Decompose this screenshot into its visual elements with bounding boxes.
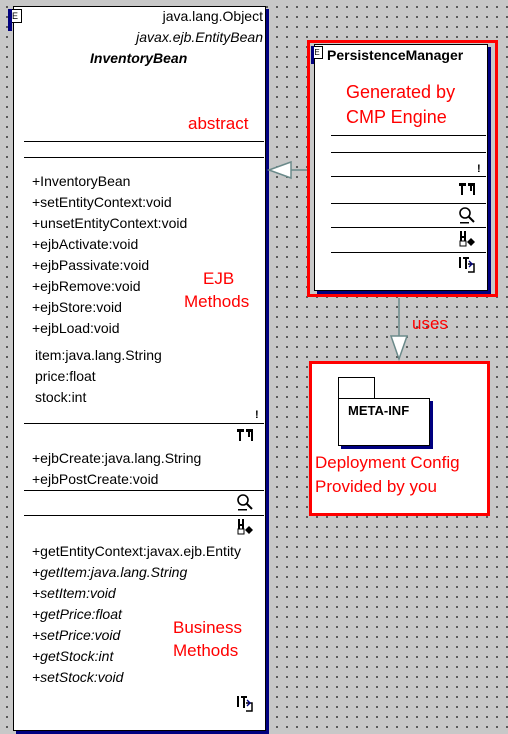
pm-divider-4 (331, 203, 486, 204)
field-list (35, 345, 162, 408)
persistence-manager-name: PersistenceManager (327, 47, 464, 63)
method-item[interactable]: +InventoryBean (32, 173, 131, 189)
pm-divider-6 (331, 252, 486, 253)
field-item[interactable]: price:float (35, 368, 96, 384)
method-item[interactable]: +ejbRemove:void (32, 278, 141, 294)
method-item[interactable]: +ejbPassivate:void (32, 257, 150, 273)
corner-marker-letter: E (11, 11, 18, 21)
method-item[interactable]: +setEntityContext:void (32, 194, 172, 210)
business-methods-annotation-line2: Methods (173, 641, 239, 660)
method-item[interactable]: +ejbPostCreate:void (32, 471, 159, 487)
pm-relationship-icon (458, 256, 476, 274)
business-methods-annotation-line1: Business (173, 618, 242, 637)
class-name: InventoryBean (90, 50, 188, 66)
method-item[interactable]: +setPrice:void (32, 627, 121, 643)
meta-inf-label: META-INF (348, 403, 410, 418)
method-item[interactable]: +unsetEntityContext:void (32, 215, 188, 231)
business-method-list (32, 541, 241, 688)
relationship-icon (236, 695, 254, 713)
home-method-icon (236, 518, 254, 536)
class-corner-bar (8, 9, 12, 31)
meta-inf-tab (338, 377, 375, 400)
pm-constructor-icon (458, 181, 476, 199)
method-item[interactable]: +getPrice:float (32, 606, 122, 622)
divider-attributes (24, 141, 264, 142)
superclass-label: java.lang.Object (162, 8, 263, 24)
field-item[interactable]: item:java.lang.String (35, 347, 162, 363)
pm-divider-2 (331, 152, 486, 153)
section-dot: ! (255, 409, 259, 421)
field-item[interactable]: stock:int (35, 389, 87, 405)
lifecycle-method-list (32, 171, 187, 339)
pm-divider-5 (331, 227, 486, 228)
divider-methods (24, 157, 264, 158)
ejb-methods-annotation-line2: Methods (184, 292, 250, 311)
divider-home (24, 515, 264, 516)
method-item[interactable]: +ejbCreate:java.lang.String (32, 450, 202, 466)
generated-annotation-line1: Generated by (346, 82, 456, 102)
method-item[interactable]: +getEntityContext:javax.ejb.Entity (32, 543, 241, 559)
uses-dependency-arrow (388, 298, 410, 362)
pm-corner-letter: E (314, 48, 320, 57)
uses-annotation: uses (412, 314, 448, 333)
ejb-methods-annotation-line1: EJB (203, 269, 235, 288)
finder-icon (236, 493, 254, 511)
method-item[interactable]: +ejbActivate:void (32, 236, 139, 252)
method-item[interactable]: +setItem:void (32, 585, 116, 601)
pm-finder-icon (458, 206, 476, 224)
method-item[interactable]: +ejbLoad:void (32, 320, 120, 336)
pm-corner-bar (311, 46, 314, 64)
interface-label: javax.ejb.EntityBean (136, 29, 263, 45)
pm-divider-1 (331, 135, 486, 136)
deployment-annotation-line2: Provided by you (315, 477, 437, 496)
generated-annotation-line2: CMP Engine (346, 107, 447, 127)
pm-section-dot: ! (477, 163, 481, 175)
pm-divider-3 (331, 176, 486, 177)
divider-finder (24, 490, 264, 491)
method-item[interactable]: +getStock:int (32, 648, 114, 664)
constructor-icon (236, 427, 254, 445)
abstract-annotation: abstract (188, 114, 249, 133)
pm-home-method-icon (458, 230, 476, 248)
create-method-list (32, 448, 201, 490)
method-item[interactable]: +getItem:java.lang.String (32, 564, 188, 580)
generalization-arrow (266, 160, 310, 180)
deployment-annotation-line1: Deployment Config (315, 453, 460, 472)
divider-create (24, 423, 264, 424)
method-item[interactable]: +ejbStore:void (32, 299, 122, 315)
method-item[interactable]: +setStock:void (32, 669, 124, 685)
